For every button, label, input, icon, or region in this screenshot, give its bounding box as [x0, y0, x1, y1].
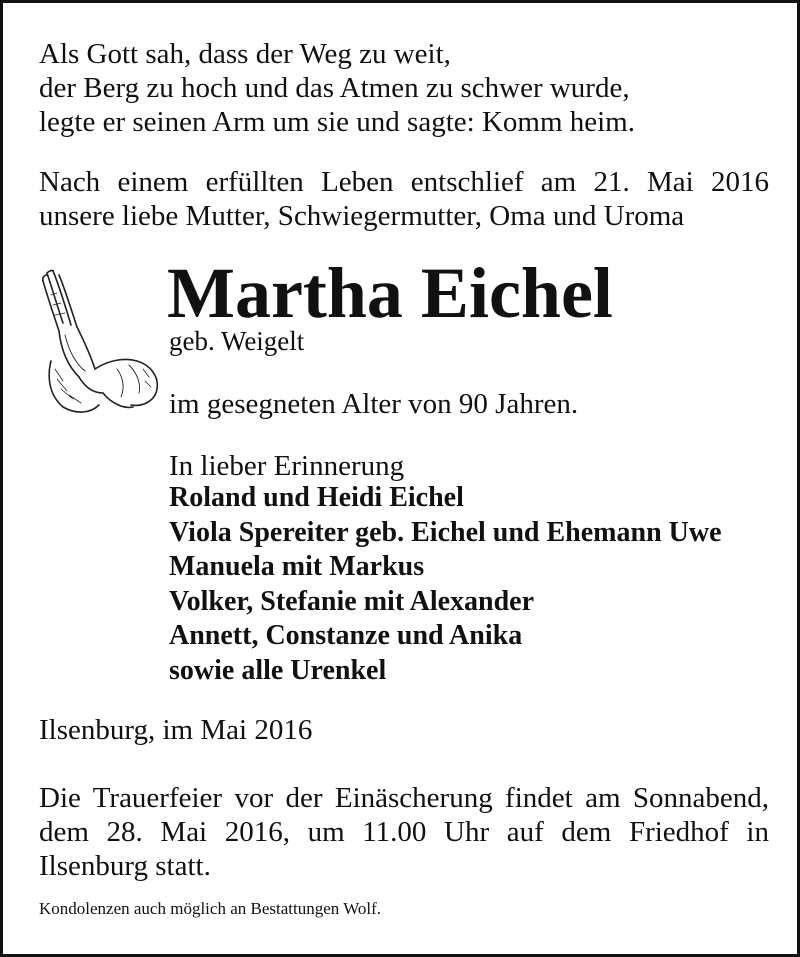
- mourner-entry: Manuela mit Markus: [169, 551, 425, 582]
- mourner-entry: Annett, Constanze und Anika: [169, 620, 523, 651]
- death-announcement: [39, 165, 769, 233]
- mourners-list: [169, 481, 722, 688]
- service-line: Ilsenburg statt.: [39, 850, 211, 882]
- praying-hands-icon: [33, 265, 167, 425]
- deceased-name: Martha Eichel: [167, 253, 613, 333]
- poem-line: der Berg zu hoch und das Atmen zu schwer wurde,: [39, 72, 630, 104]
- mourner-entry: Roland und Heidi Eichel: [169, 482, 464, 513]
- mourner-entry: sowie alle Urenkel: [169, 654, 387, 686]
- poem-line: Als Gott sah, dass der Weg zu weit,: [39, 38, 451, 70]
- announcement-line: unsere liebe Mutter, Schwiegermutter, Oma und Uroma: [39, 200, 685, 232]
- funeral-service-info: [39, 781, 769, 883]
- poem: [39, 37, 635, 139]
- mourner-entry: Volker, Stefanie mit Alexander: [169, 585, 535, 617]
- condolence-note: Kondolenzen auch möglich an Bestattungen Wolf.: [39, 899, 382, 918]
- poem-line: legte er seinen Arm um sie und sagte: Komm heim.: [39, 106, 635, 138]
- age-statement: im gesegneten Alter von 90 Jahren.: [169, 388, 579, 420]
- announcement-line: Nach einem erfüllten Leben entschlief am 21. Mai 2016: [39, 166, 769, 198]
- mourner-entry: Viola Spereiter geb. Eichel und Ehemann Uwe: [169, 516, 722, 548]
- memory-label: In lieber Erinnerung: [169, 450, 405, 482]
- service-line: Die Trauerfeier vor der Einäscherung findet am Sonnabend,: [39, 782, 769, 814]
- maiden-name: geb. Weigelt: [169, 326, 305, 356]
- service-line: dem 28. Mai 2016, um 11.00 Uhr auf dem Friedhof in: [39, 816, 769, 848]
- place-date: Ilsenburg, im Mai 2016: [39, 714, 313, 746]
